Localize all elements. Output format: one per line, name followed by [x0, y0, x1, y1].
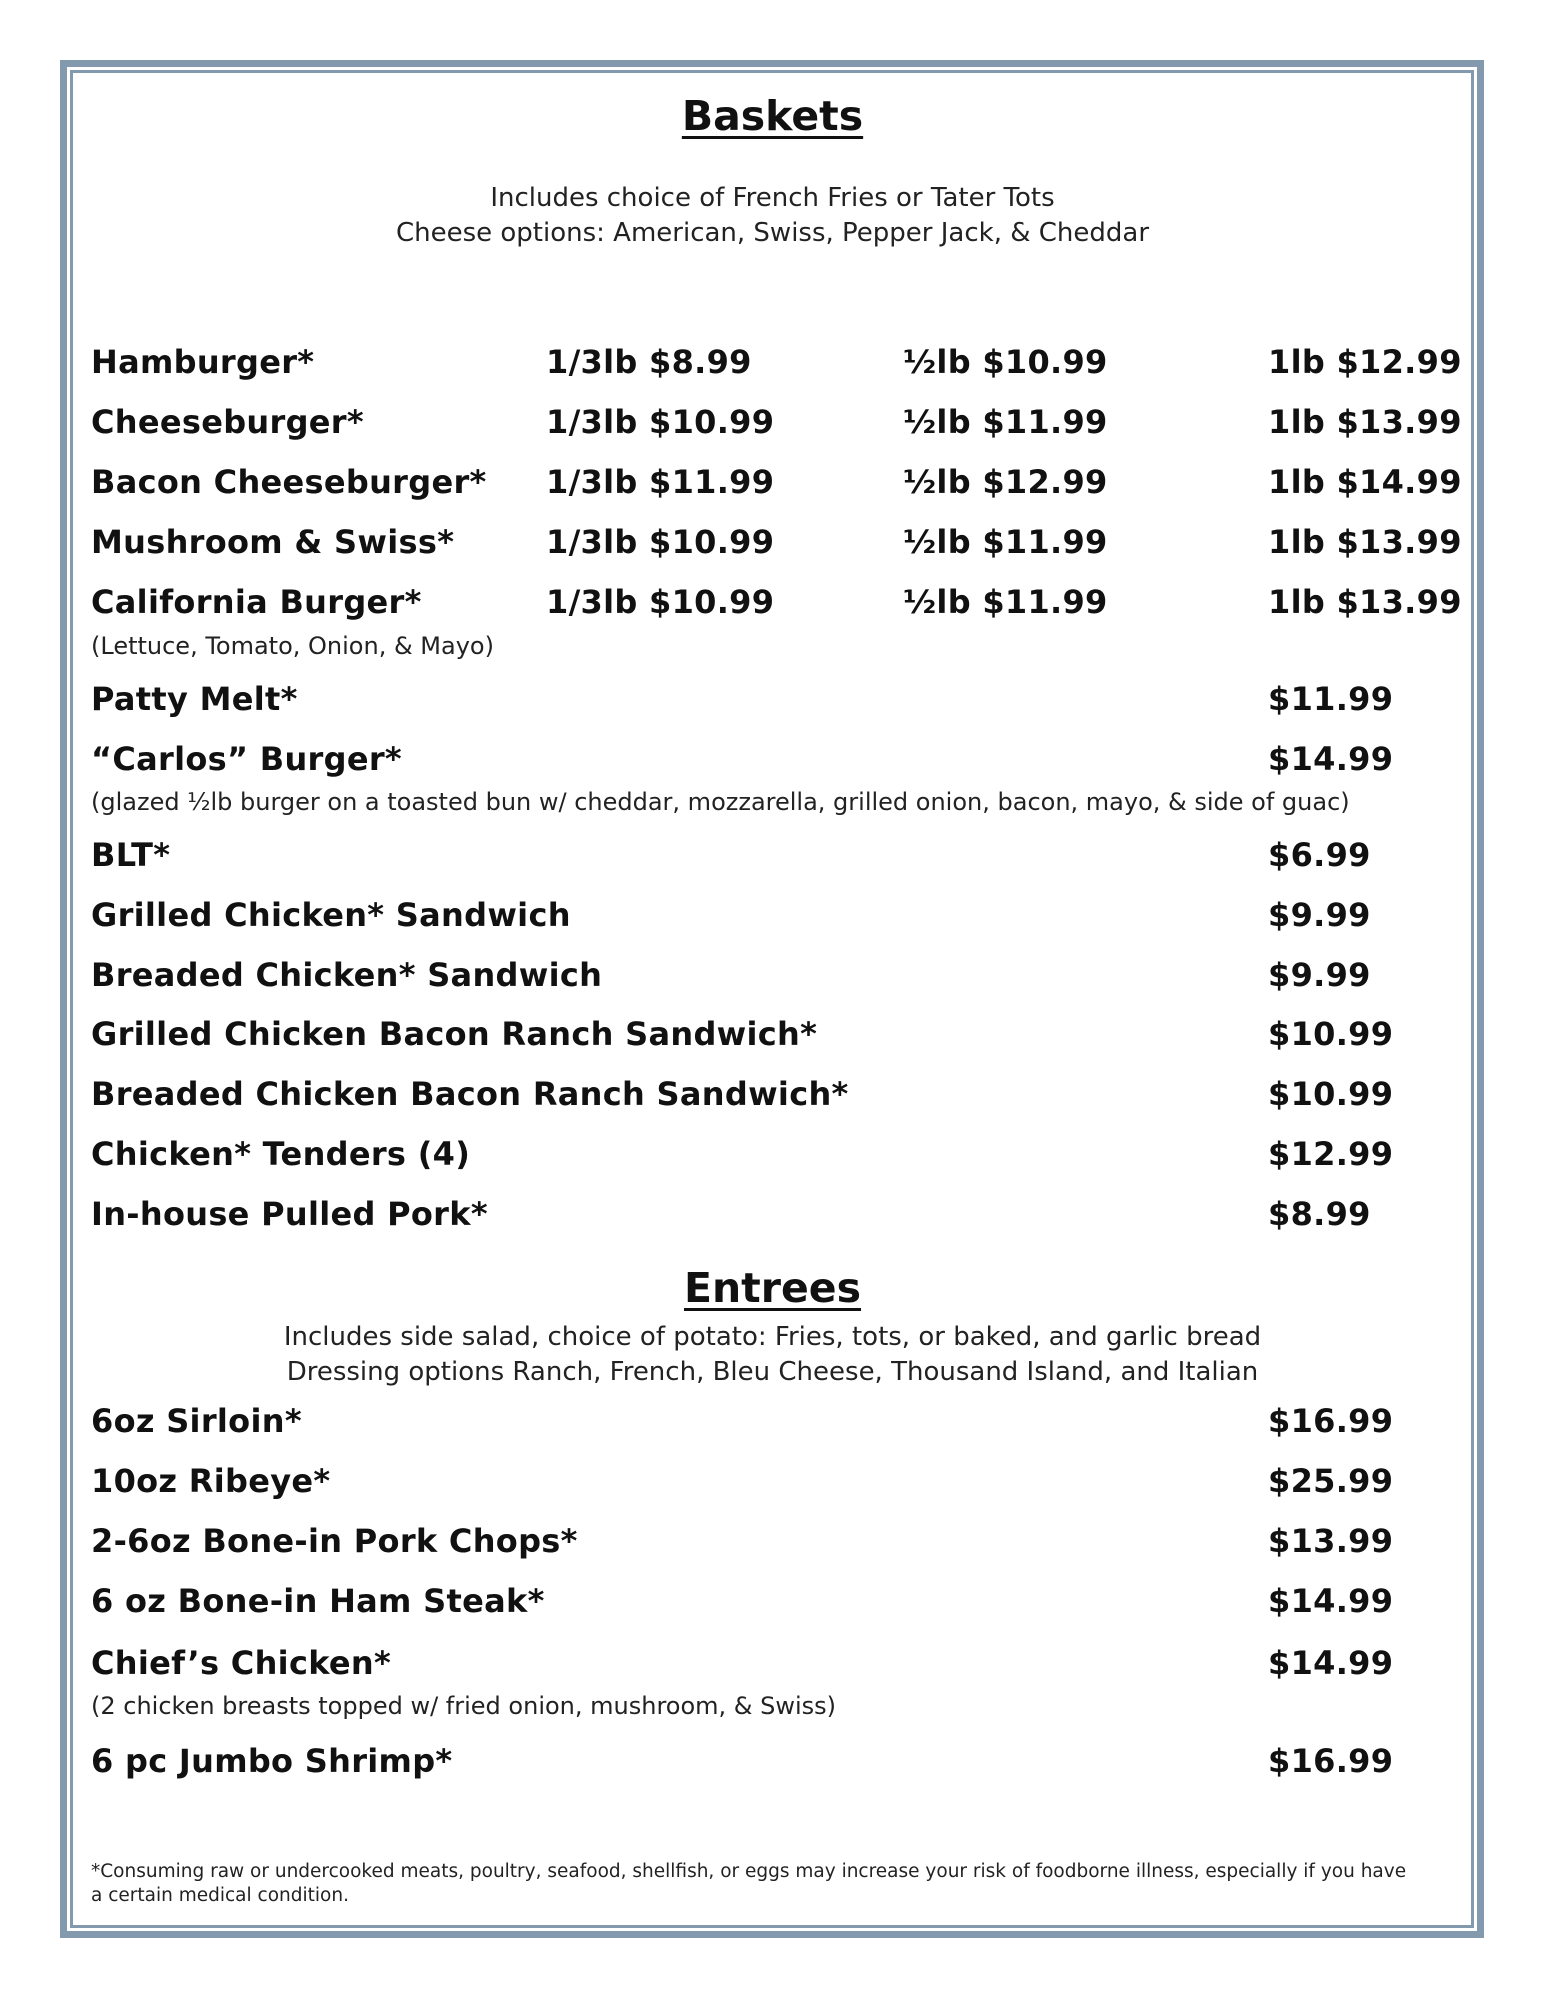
item-patty-melt-name: Patty Melt* [91, 680, 298, 718]
baskets-title: Baskets [681, 92, 864, 140]
entrees-note-sides: Includes side salad, choice of potato: Fries, tots, or baked, and garlic bread [283, 1322, 1262, 1352]
item-carlos-burger-price: $14.99 [1268, 740, 1394, 778]
item-breaded-chicken-sandwich-price: $9.99 [1268, 956, 1371, 994]
item-chiefs-chicken-price: $14.99 [1268, 1644, 1394, 1682]
item-pulled-pork-price: $8.99 [1268, 1195, 1371, 1233]
item-grilled-chicken-bacon-ranch-name: Grilled Chicken Bacon Ranch Sandwich* [91, 1015, 818, 1053]
entrees-title: Entrees [683, 1264, 862, 1312]
item-grilled-chicken-sandwich-price: $9.99 [1268, 896, 1371, 934]
item-bacon-cheeseburger-price-third: 1/3lb $11.99 [546, 463, 775, 501]
item-pork-chops-name: 2-6oz Bone-in Pork Chops* [91, 1522, 578, 1560]
item-ribeye-name: 10oz Ribeye* [91, 1462, 331, 1500]
item-cheeseburger-name: Cheeseburger* [91, 403, 364, 441]
item-hamburger-price-half: ½lb $10.99 [903, 343, 1108, 381]
item-breaded-chicken-bacon-ranch-price: $10.99 [1268, 1075, 1394, 1113]
item-pork-chops-price: $13.99 [1268, 1522, 1394, 1560]
item-cheeseburger-price-pound: 1lb $13.99 [1268, 403, 1462, 441]
item-blt-price: $6.99 [1268, 836, 1371, 874]
item-grilled-chicken-bacon-ranch-price: $10.99 [1268, 1015, 1394, 1053]
item-hamburger-price-third: 1/3lb $8.99 [546, 343, 752, 381]
baskets-note-sides: Includes choice of French Fries or Tater Tots [490, 183, 1055, 213]
item-mushroom-swiss-price-half: ½lb $11.99 [903, 523, 1108, 561]
item-breaded-chicken-bacon-ranch-name: Breaded Chicken Bacon Ranch Sandwich* [91, 1075, 849, 1113]
item-cheeseburger-price-third: 1/3lb $10.99 [546, 403, 775, 441]
item-sirloin-price: $16.99 [1268, 1402, 1394, 1440]
item-california-burger-desc: (Lettuce, Tomato, Onion, & Mayo) [91, 632, 494, 660]
item-california-burger-price-half: ½lb $11.99 [903, 583, 1108, 621]
item-mushroom-swiss-price-pound: 1lb $13.99 [1268, 523, 1462, 561]
item-carlos-burger-desc: (glazed ½lb burger on a toasted bun w/ cheddar, mozzarella, grilled onion, bacon, mayo, & side of guac) [91, 788, 1350, 816]
item-carlos-burger-name: “Carlos” Burger* [91, 740, 402, 778]
item-mushroom-swiss-name: Mushroom & Swiss* [91, 523, 455, 561]
item-breaded-chicken-sandwich-name: Breaded Chicken* Sandwich [91, 956, 603, 994]
item-ham-steak-name: 6 oz Bone-in Ham Steak* [91, 1582, 545, 1620]
item-grilled-chicken-sandwich-name: Grilled Chicken* Sandwich [91, 896, 571, 934]
item-mushroom-swiss-price-third: 1/3lb $10.99 [546, 523, 775, 561]
item-hamburger-price-pound: 1lb $12.99 [1268, 343, 1462, 381]
item-bacon-cheeseburger-price-half: ½lb $12.99 [903, 463, 1108, 501]
entrees-note-dressing: Dressing options Ranch, French, Bleu Cheese, Thousand Island, and Italian [286, 1357, 1259, 1387]
item-pulled-pork-name: In-house Pulled Pork* [91, 1195, 488, 1233]
item-ham-steak-price: $14.99 [1268, 1582, 1394, 1620]
item-hamburger-name: Hamburger* [91, 343, 315, 381]
item-chiefs-chicken-name: Chief’s Chicken* [91, 1644, 392, 1682]
item-chiefs-chicken-desc: (2 chicken breasts topped w/ fried onion, mushroom, & Swiss) [91, 1692, 837, 1720]
item-patty-melt-price: $11.99 [1268, 680, 1394, 718]
baskets-note-cheese: Cheese options: American, Swiss, Pepper Jack, & Cheddar [395, 218, 1150, 248]
item-chicken-tenders-name: Chicken* Tenders (4) [91, 1135, 471, 1173]
item-cheeseburger-price-half: ½lb $11.99 [903, 403, 1108, 441]
item-jumbo-shrimp-price: $16.99 [1268, 1742, 1394, 1780]
item-sirloin-name: 6oz Sirloin* [91, 1402, 302, 1440]
item-bacon-cheeseburger-price-pound: 1lb $14.99 [1268, 463, 1462, 501]
item-blt-name: BLT* [91, 836, 171, 874]
item-jumbo-shrimp-name: 6 pc Jumbo Shrimp* [91, 1742, 453, 1780]
item-california-burger-price-third: 1/3lb $10.99 [546, 583, 775, 621]
item-bacon-cheeseburger-name: Bacon Cheeseburger* [91, 463, 487, 501]
item-california-burger-price-pound: 1lb $13.99 [1268, 583, 1462, 621]
item-chicken-tenders-price: $12.99 [1268, 1135, 1394, 1173]
food-safety-disclaimer: *Consuming raw or undercooked meats, poultry, seafood, shellfish, or eggs may increase your risk of foodborne illness, especially if you have a certain medical condition. [91, 1861, 1407, 1906]
item-ribeye-price: $25.99 [1268, 1462, 1394, 1500]
item-california-burger-name: California Burger* [91, 583, 422, 621]
